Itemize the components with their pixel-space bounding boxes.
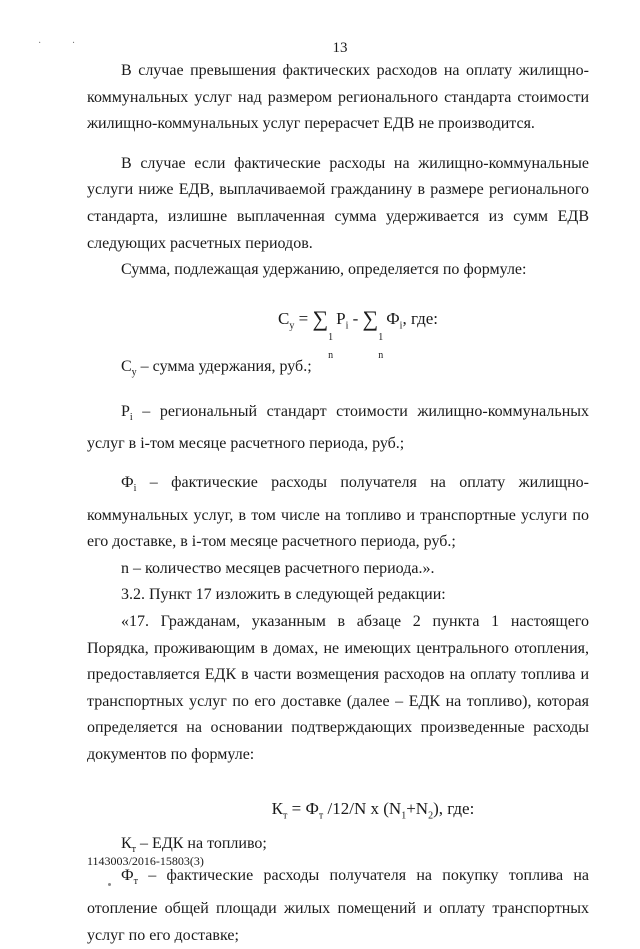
def-sub: i [133, 483, 137, 495]
sum-bottom: n [328, 349, 334, 361]
formula2-tail: ), где: [433, 798, 475, 818]
sum-sign: ∑ [312, 305, 329, 331]
term-p-sub: i [345, 320, 349, 332]
definition-cy [87, 354, 589, 387]
paragraph-formula-intro: Сумма, подлежащая удержанию, определяется по формуле: [121, 261, 527, 279]
sum-limits [328, 313, 336, 361]
def-symbol: n [121, 559, 129, 577]
section-heading: 3.2. Пункт 17 изложить в следующей редакции: [121, 586, 446, 604]
formula-tail: , где: [402, 308, 438, 328]
def-symbol: К [121, 834, 132, 852]
scan-speck [108, 883, 111, 886]
def-text: – фактические расходы получателя на покупку топлива на отопление общей площади жилых помещений и оплату транспортных услуг по его доставке; [87, 867, 589, 944]
sum-top: 1 [328, 331, 334, 343]
sum-bottom-2: n [378, 349, 384, 361]
document-body [87, 58, 589, 949]
formula-lhs-sub: у [289, 320, 295, 332]
def-symbol: P [121, 402, 130, 420]
formula2-k-sub: т [283, 810, 288, 822]
formula2-f: Ф [305, 798, 319, 818]
term-f: Ф [386, 308, 400, 328]
definition-ft [87, 863, 589, 949]
def-sub: т [133, 876, 139, 888]
paragraph-lower-expenses: В случае если фактические расходы на жилищно-коммунальные услуги ниже ЕДВ, выплачиваемой гражданину в размере регионального стандарта, излишне выплаченная сумма удерживается из сумм ЕДВ следующих расчетных периодов. [87, 154, 589, 252]
def-sub: i [129, 411, 133, 423]
def-sub: у [131, 366, 137, 378]
formula2-k: К [271, 798, 284, 818]
def-symbol: Ф [121, 473, 134, 491]
term-p: P [336, 308, 346, 328]
sum-top-2: 1 [378, 331, 384, 343]
formula-minus: - [348, 308, 363, 328]
definition-pi [87, 399, 589, 458]
def-symbol: Ф [121, 867, 134, 885]
sum-limits-2 [378, 313, 386, 361]
deduction-formula [87, 284, 589, 361]
def-text: – сумма удержания, руб.; [136, 357, 312, 375]
formula-equals: = [294, 308, 313, 328]
def-text: – ЕДК на топливо; [136, 834, 267, 852]
definition-n [87, 556, 589, 583]
formula2-n2-sub: 2 [428, 810, 434, 822]
def-text: – количество месяцев расчетного периода.». [129, 559, 435, 577]
fuel-formula [87, 787, 589, 831]
paragraph-excess-expenses: В случае превышения фактических расходов на оплату жилищно-коммунальных услуг над размером регионального стандарта стоимости жилищно-коммунальных услуг перерасчет ЕДВ не производится. [87, 62, 589, 133]
page-number: 13 [332, 40, 348, 56]
def-sub: т [131, 843, 137, 855]
formula-lhs: С [278, 308, 290, 328]
def-text: – фактические расходы получателя на оплату жилищно-коммунальных услуг, в том числе на топливо и транспортные услуги по его доставке, в i-том месяце расчетного периода, руб.; [87, 473, 589, 551]
formula2-eq: = [287, 798, 306, 818]
scan-specks: · · [38, 38, 90, 49]
term-f-sub: i [399, 320, 403, 332]
def-symbol: С [121, 357, 132, 375]
sum-sign-2: ∑ [362, 305, 379, 331]
formula2-f-sub: т [318, 810, 324, 822]
def-text: – региональный стандарт стоимости жилищно-коммунальных услуг в i-том месяце расчетного периода, руб.; [87, 402, 589, 453]
formula2-mid: /12/N x (N [323, 798, 402, 818]
document-footer-code: 1143003/2016-15803(3) [87, 854, 204, 868]
formula2-n1-sub: 1 [401, 810, 407, 822]
section-text: «17. Гражданам, указанным в абзаце 2 пункта 1 настоящего Порядка, проживающим в домах, не имеющих центрального отопления, предоставляется ЕДК в части возмещения расходов на оплату топлива и транспортных услуг по его доставке (далее – ЕДК на топливо), которая определяется на основании подтверждающих произведенные расходы документов по формуле: [87, 613, 589, 764]
formula2-plus: +N [406, 798, 429, 818]
definition-fi [87, 470, 589, 556]
